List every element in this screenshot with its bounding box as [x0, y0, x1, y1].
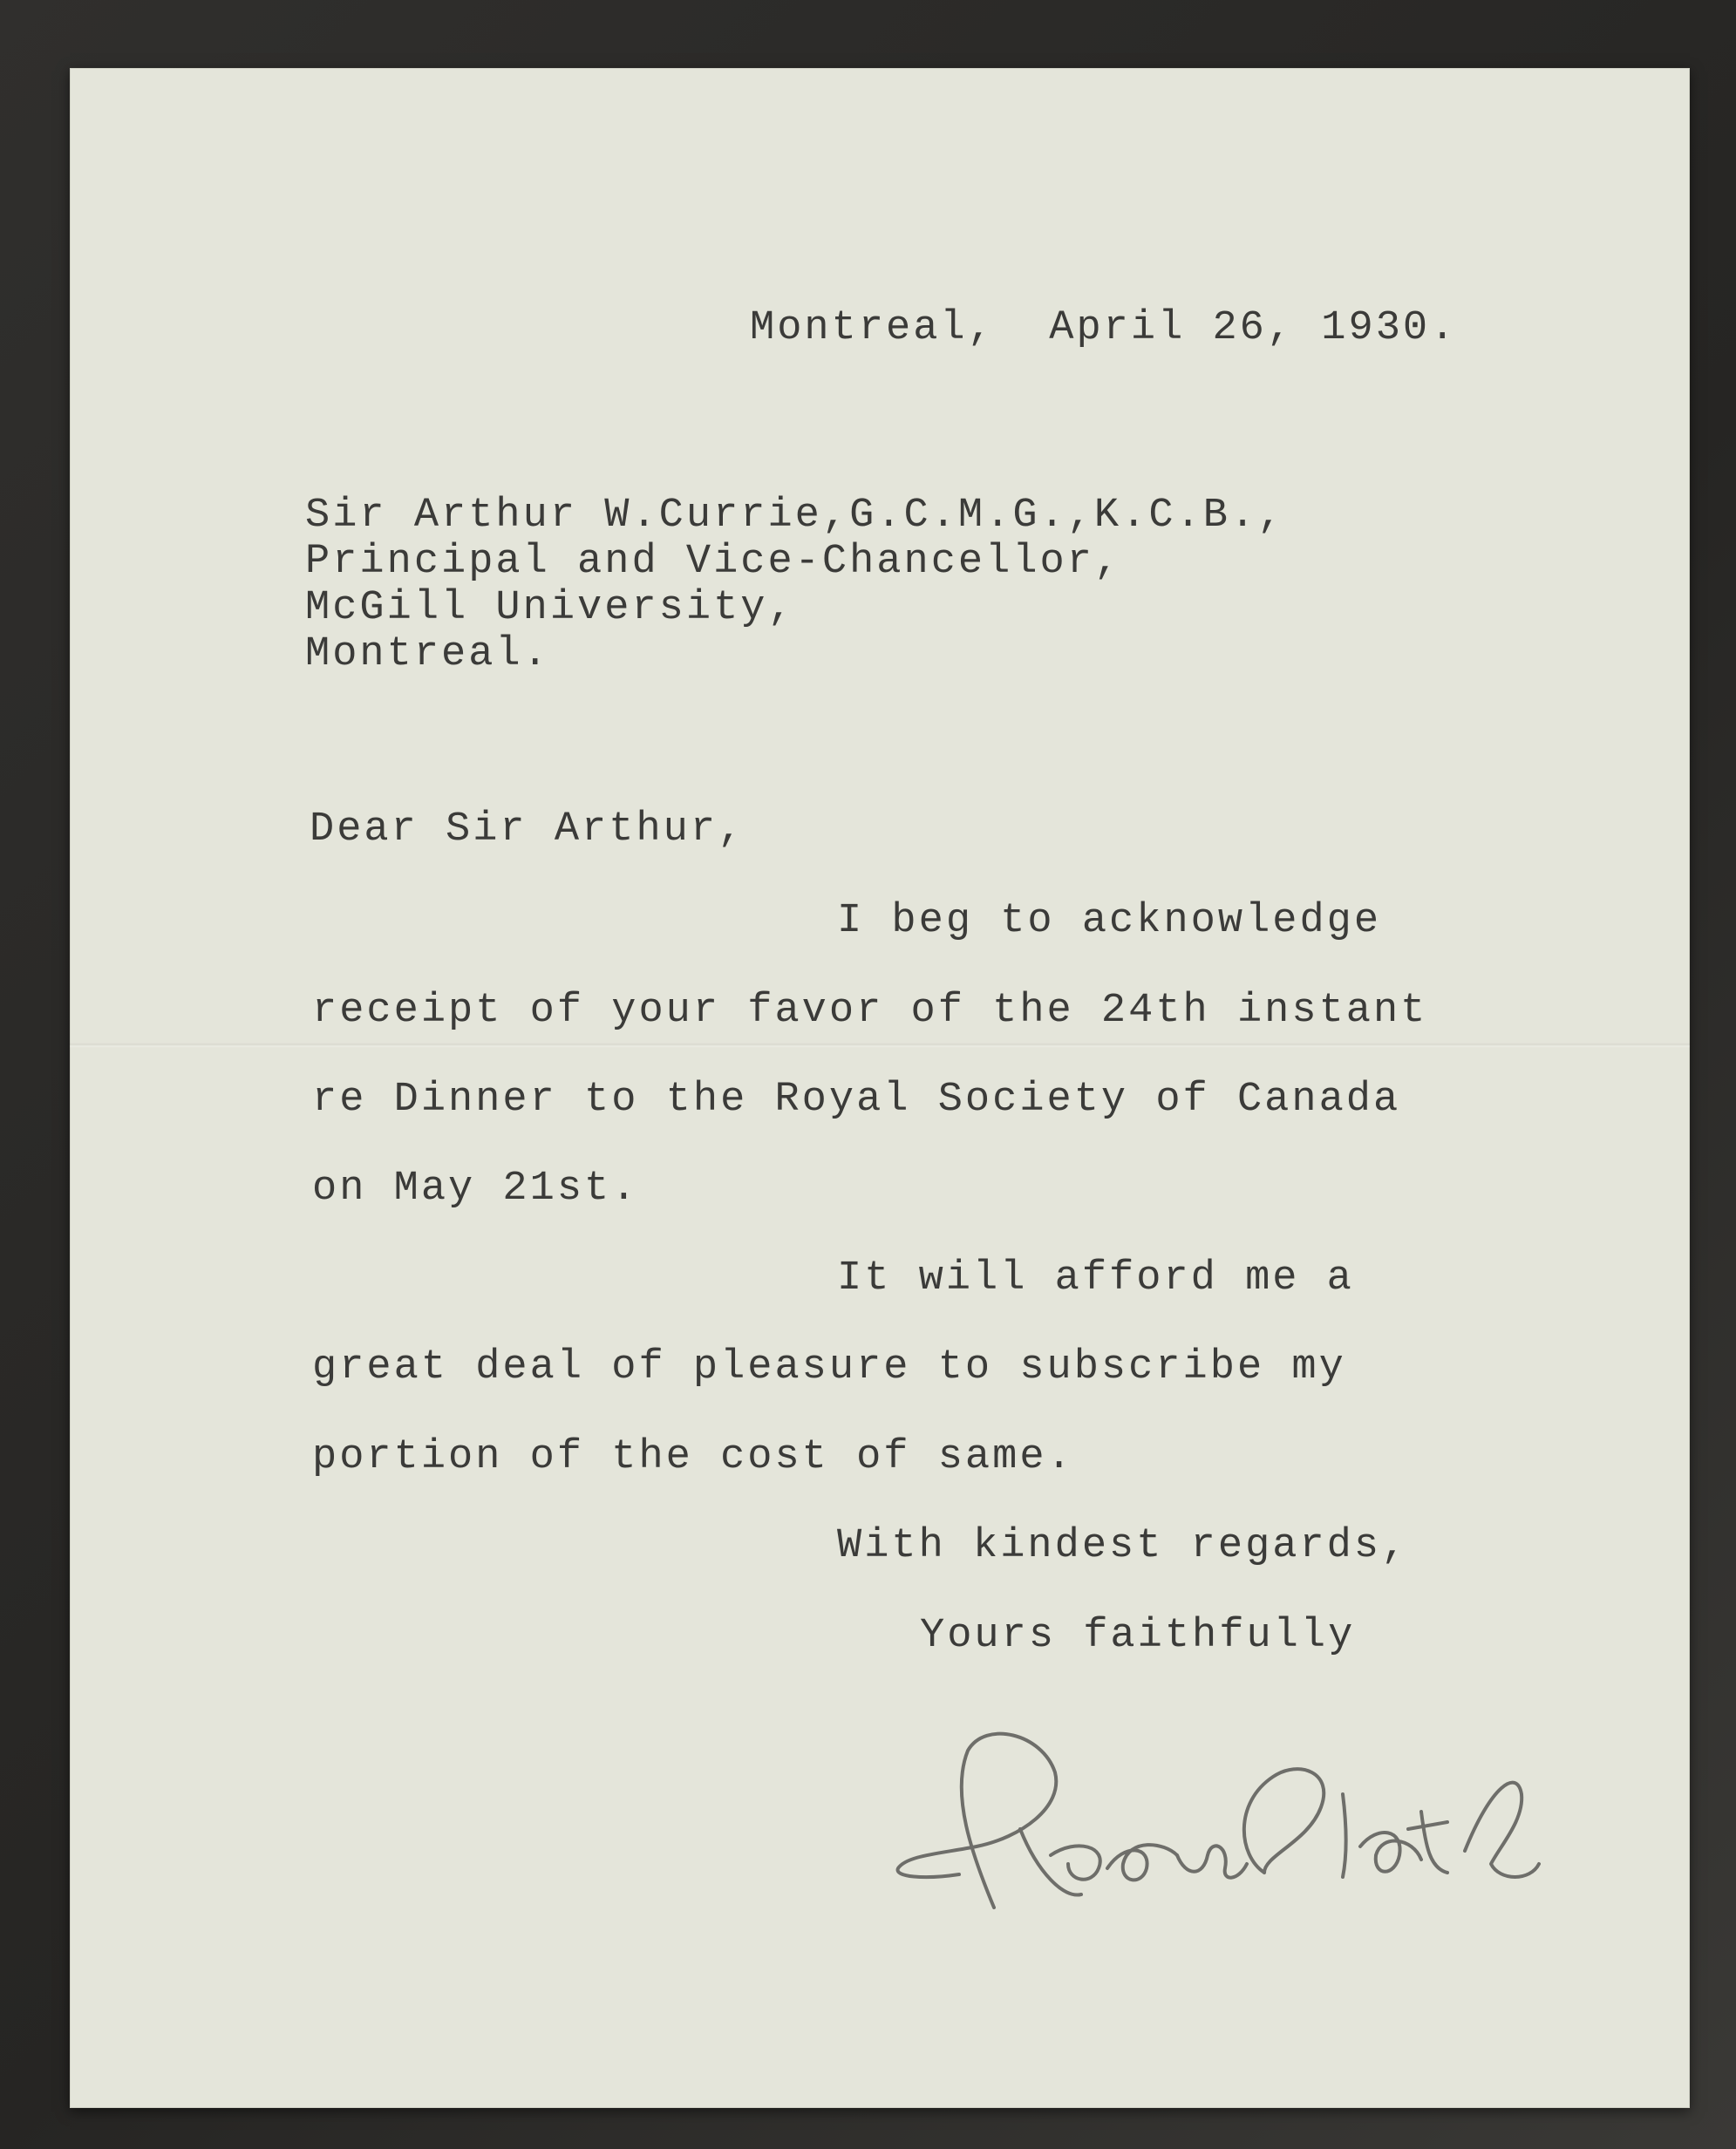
closing-line-2: Yours faithfully: [920, 1613, 1356, 1659]
body-line-3: re Dinner to the Royal Society of Canada: [312, 1077, 1401, 1123]
handwritten-signature: [889, 1724, 1587, 1925]
paper-fold-line: [70, 1043, 1690, 1048]
body-line-2: receipt of your favor of the 24th instant: [312, 988, 1428, 1034]
body-line-4: on May 21st.: [312, 1166, 639, 1212]
body-line-1: I beg to acknowledge: [837, 898, 1382, 944]
closing-line-1: With kindest regards,: [837, 1523, 1409, 1569]
body-line-5: It will afford me a: [837, 1255, 1354, 1302]
dateline: Montreal, April 26, 1930.: [750, 305, 1458, 351]
body-line-6: great deal of pleasure to subscribe my: [312, 1344, 1346, 1391]
salutation: Dear Sir Arthur,: [310, 806, 745, 853]
address-line-3: McGill University,: [305, 585, 795, 631]
body-line-7: portion of the cost of same.: [312, 1434, 1074, 1480]
address-line-2: Principal and Vice-Chancellor,: [305, 539, 1122, 585]
address-line-1: Sir Arthur W.Currie,G.C.M.G.,K.C.B.,: [305, 493, 1285, 539]
address-line-4: Montreal.: [305, 631, 550, 677]
letter-sheet: [70, 68, 1690, 2108]
